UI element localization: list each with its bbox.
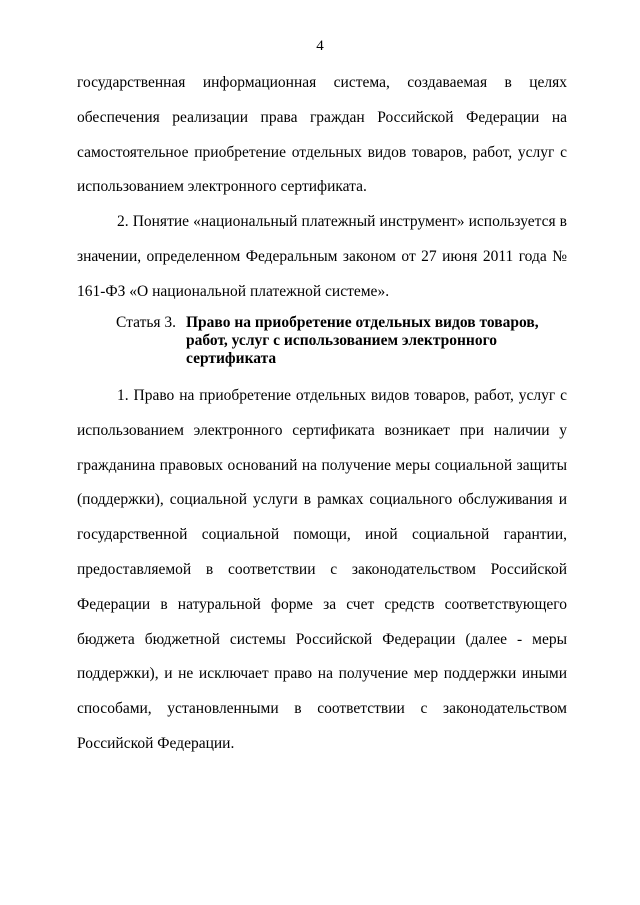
article-label: Статья 3.	[116, 314, 177, 331]
paragraph-item-1: 1. Право на приобретение отдельных видов товаров, работ, услуг с использованием электронного сертификата возникает при наличии у гражданина правовых оснований на получение меры социальной защиты (поддержки), социальной услуги в рамках социального обслуживания и государственной социальной помощи, иной социальной гарантии, предоставляемой в соответствии с законодательством Российской Федерации в натуральной форме за счет средств соответствующего бюджета бюджетной системы Российской Федерации (далее - меры поддержки), и не исключает право на получение мер поддержки иными способами, установленными в соответствии с законодательством Российской Федерации.	[77, 387, 567, 752]
article-heading	[116, 314, 566, 368]
paragraph-item-2: 2. Понятие «национальный платежный инструмент» используется в значении, определенном Федеральным законом от 27 июня 2011 года № 161-ФЗ «О национальной платежной системе».	[77, 213, 567, 300]
page-number: 4	[316, 38, 324, 54]
article-title: Право на приобретение отдельных видов товаров, работ, услуг с использованием электронного сертификата	[186, 314, 539, 367]
paragraph-continuation: государственная информационная система, создаваемая в целях обеспечения реализации права граждан Российской Федерации на самостоятельное приобретение отдельных видов товаров, работ, услуг с использованием электронного сертификата.	[77, 74, 567, 196]
